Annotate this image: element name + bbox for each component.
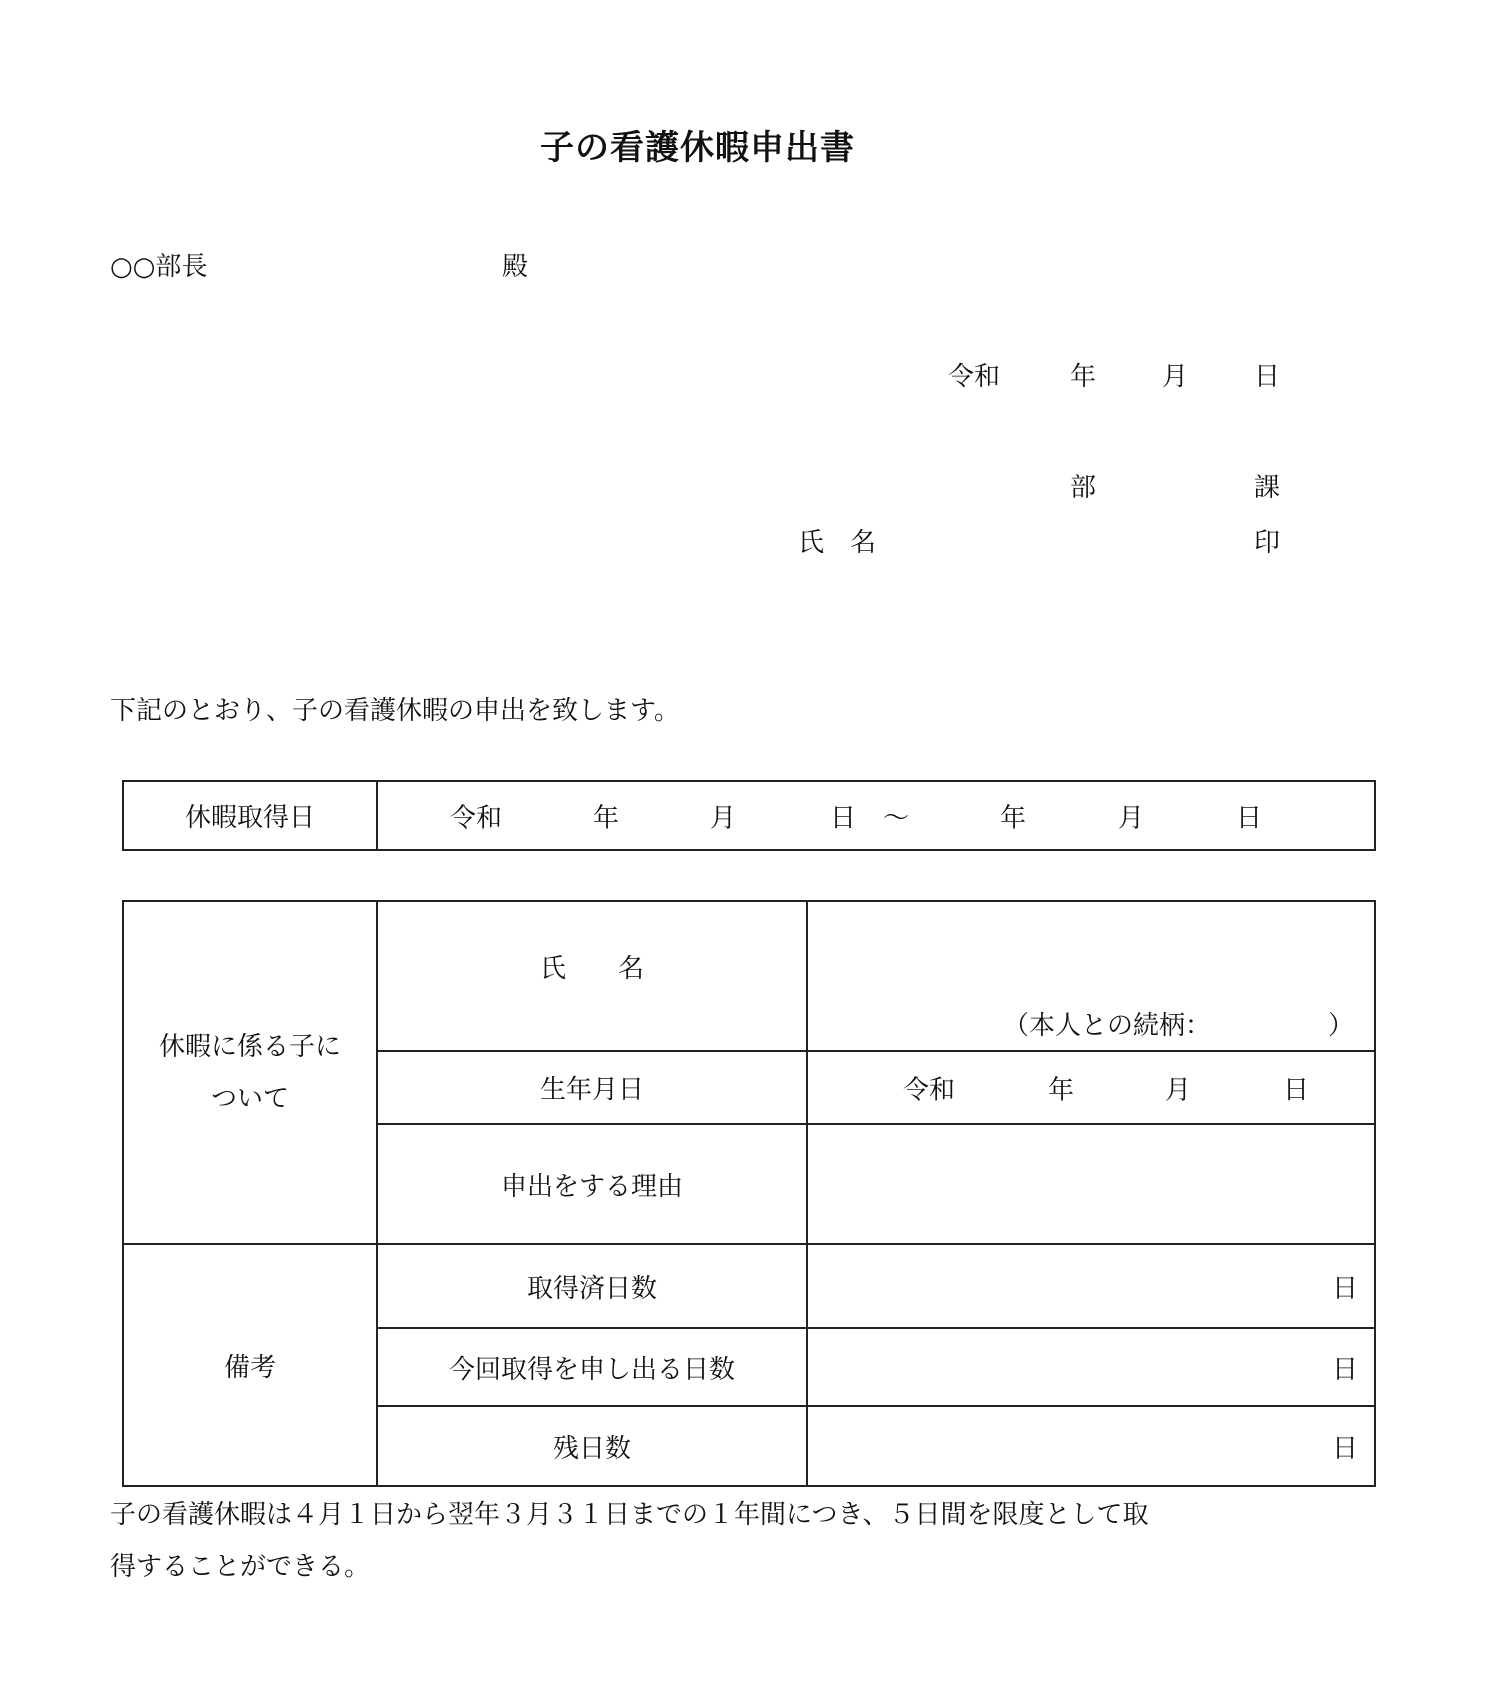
remaining-days-unit: 日 — [1331, 1433, 1358, 1464]
leave-tilde: ～ — [883, 803, 910, 833]
applicant-section: 課 — [1254, 473, 1281, 503]
leave-year1: 年 — [593, 803, 620, 833]
remarks-label: 備考 — [123, 1244, 377, 1486]
addressee-name: ○○部長 — [110, 252, 208, 282]
child-label-line1: 休暇に係る子に — [158, 1031, 341, 1062]
leave-day1: 日 — [830, 803, 857, 833]
leave-period-table — [122, 780, 1376, 851]
applicant-seal: 印 — [1254, 528, 1281, 558]
child-relation: （本人との続柄： ） — [1002, 1011, 1354, 1041]
footnote-line2: 得することができる。 — [110, 1552, 371, 1582]
birth-year: 年 — [1048, 1075, 1075, 1105]
request-days-field[interactable] — [807, 1328, 1375, 1406]
birth-era: 令和 — [903, 1075, 956, 1105]
leave-year2: 年 — [1000, 803, 1027, 833]
applicant-name-label: 氏 名 — [798, 528, 877, 558]
reason-field[interactable] — [807, 1124, 1375, 1244]
page-title: 子の看護休暇申出書 — [540, 128, 855, 168]
birth-month: 月 — [1165, 1075, 1192, 1105]
leave-month1: 月 — [710, 803, 737, 833]
footnote-line1: 子の看護休暇は４月１日から翌年３月３１日までの１年間につき、５日間を限度として取 — [110, 1500, 1149, 1530]
child-name-field[interactable] — [807, 901, 1375, 1051]
child-name-label — [377, 901, 807, 1051]
taken-days-label: 取得済日数 — [377, 1244, 807, 1328]
birth-day: 日 — [1283, 1075, 1310, 1105]
date-month: 月 — [1162, 362, 1189, 392]
intro-text: 下記のとおり、子の看護休暇の申出を致します。 — [110, 696, 680, 726]
birth-label: 生年月日 — [377, 1051, 807, 1124]
leave-month2: 月 — [1118, 803, 1145, 833]
remaining-days-field[interactable] — [807, 1406, 1375, 1486]
leave-era: 令和 — [450, 803, 503, 833]
birth-field[interactable] — [807, 1051, 1375, 1124]
applicant-dept: 部 — [1070, 473, 1097, 503]
child-label-line2: ついて — [210, 1083, 289, 1114]
child-section-label — [123, 901, 377, 1244]
leave-day2: 日 — [1236, 803, 1263, 833]
details-table — [122, 900, 1376, 1487]
addressee-honorific: 殿 — [502, 252, 529, 282]
leave-period-field[interactable] — [377, 781, 1375, 850]
date-era: 令和 — [948, 362, 1001, 392]
remaining-days-label: 残日数 — [377, 1406, 807, 1486]
request-days-unit: 日 — [1331, 1354, 1358, 1385]
taken-days-unit: 日 — [1331, 1273, 1358, 1304]
date-year: 年 — [1070, 362, 1097, 392]
request-days-label: 今回取得を申し出る日数 — [377, 1328, 807, 1406]
child-name-label-text: 氏 名 — [539, 954, 644, 984]
leave-period-label: 休暇取得日 — [123, 781, 377, 850]
date-day: 日 — [1254, 362, 1281, 392]
taken-days-field[interactable] — [807, 1244, 1375, 1328]
reason-label: 申出をする理由 — [377, 1124, 807, 1244]
